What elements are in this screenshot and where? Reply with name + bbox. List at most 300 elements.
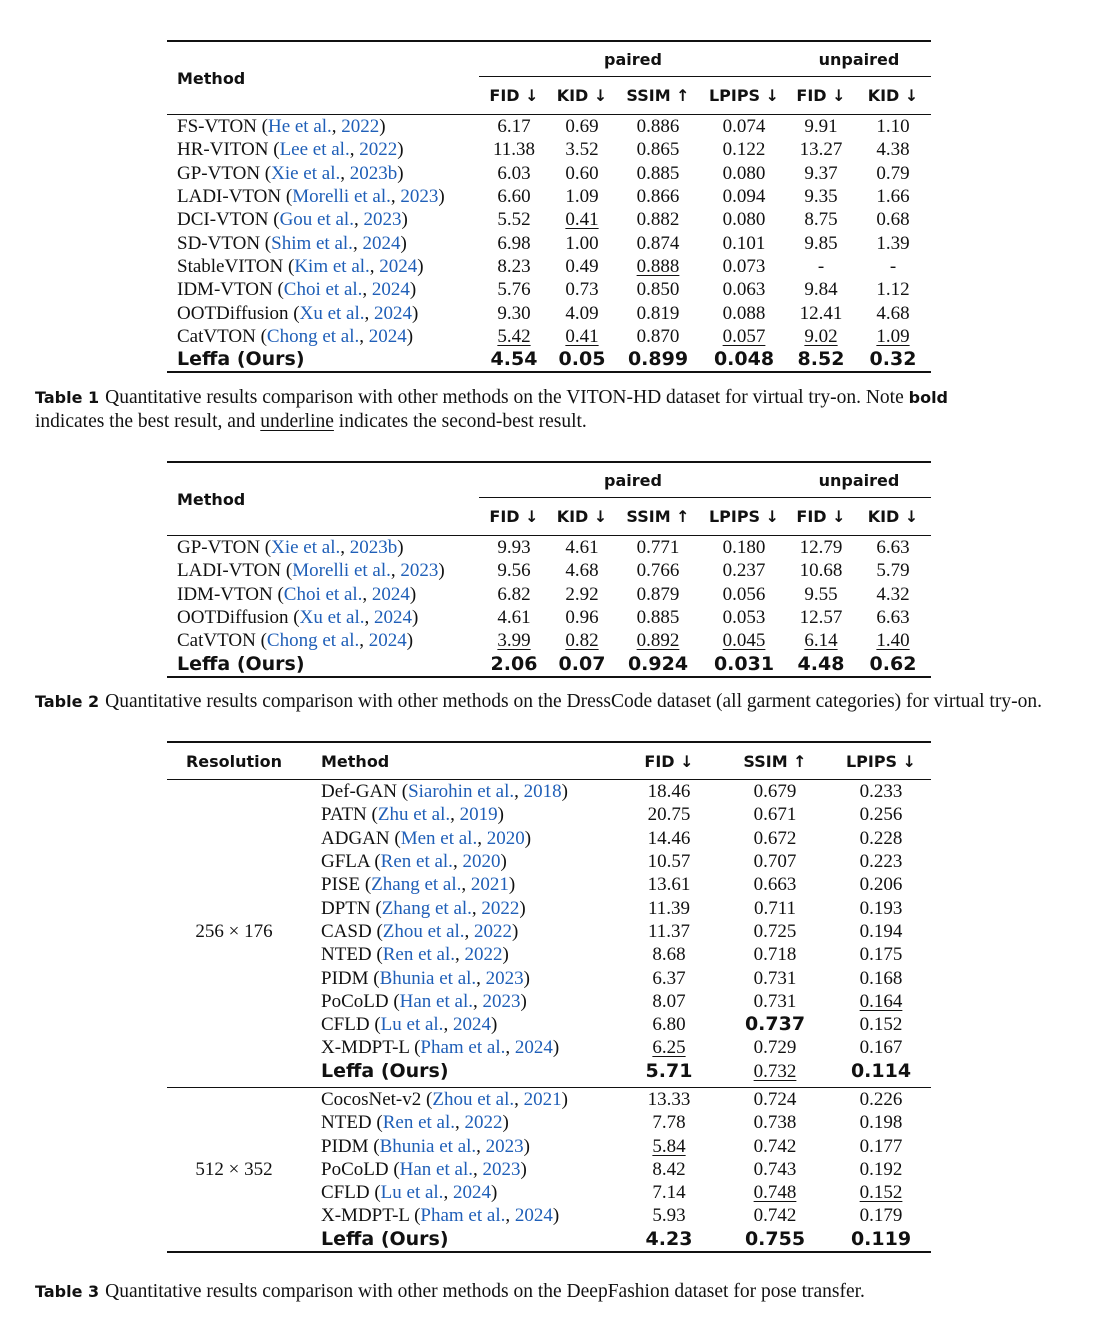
citation-link[interactable]: 2024 bbox=[374, 302, 413, 324]
caption-text: Quantitative results comparison with other methods on the VITON-HD dataset for virtual try-on. Note bbox=[105, 387, 909, 408]
table-cell: 0.731 bbox=[753, 967, 797, 989]
method-text: PIDM bbox=[321, 1135, 369, 1157]
method-text: CocosNet-v2 bbox=[321, 1089, 422, 1110]
table-cell: 2.06 bbox=[490, 652, 538, 675]
method-text: ) bbox=[520, 1158, 527, 1180]
citation-link[interactable]: Morelli et al. bbox=[292, 560, 391, 582]
paired-header: paired bbox=[479, 462, 787, 498]
citation-link[interactable]: Zhu et al. bbox=[377, 804, 451, 826]
caption-text: indicates the second-best result. bbox=[333, 411, 587, 432]
table-cell: 4.61 bbox=[565, 537, 599, 559]
method-text: ( bbox=[260, 232, 272, 254]
citation-link[interactable]: 2023 bbox=[485, 967, 524, 989]
table-cell: 9.02 bbox=[804, 325, 838, 347]
table-cell: 6.37 bbox=[652, 967, 686, 989]
citation-link[interactable]: Chong et al. bbox=[266, 630, 360, 652]
table-cell: 2.92 bbox=[565, 583, 599, 605]
method-text: ( bbox=[366, 804, 378, 826]
citation-link[interactable]: 2024 bbox=[371, 279, 410, 301]
method-text: GP-VTON bbox=[177, 162, 261, 184]
table-cell: 0.771 bbox=[636, 537, 680, 559]
citation-link[interactable]: Han et al. bbox=[399, 990, 473, 1012]
method-text: ) bbox=[406, 325, 414, 347]
table-cell: 9.91 bbox=[804, 116, 838, 138]
citation-link[interactable]: 2018 bbox=[523, 781, 562, 803]
caption-bold-word: bold bbox=[908, 388, 949, 407]
method-text: ( bbox=[260, 162, 272, 184]
caption-text: Quantitative results comparison with other methods on the DeepFashion dataset for pose transfer. bbox=[105, 1281, 865, 1302]
table-cell: 12.57 bbox=[799, 607, 843, 629]
method-text: , bbox=[472, 990, 483, 1012]
citation-link[interactable]: 2023 bbox=[363, 209, 402, 231]
col-header: KID ↓ bbox=[867, 86, 919, 106]
method-name bbox=[301, 1111, 619, 1134]
citation-link[interactable]: 2023 bbox=[485, 1135, 524, 1157]
table-cell: 0.742 bbox=[753, 1135, 797, 1157]
citation-link[interactable]: 2022 bbox=[474, 920, 513, 942]
method-text: ) bbox=[406, 630, 414, 652]
citation-link[interactable]: 2022 bbox=[464, 1112, 503, 1134]
table-cell: 0.738 bbox=[753, 1112, 797, 1134]
method-text: ( bbox=[281, 560, 293, 582]
method-name bbox=[167, 629, 479, 652]
table-cell: 6.82 bbox=[497, 583, 531, 605]
table-cell: 0.732 bbox=[753, 1060, 797, 1082]
method-text: ) bbox=[561, 781, 568, 803]
method-text: ( bbox=[421, 1089, 433, 1110]
table-cell: 0.094 bbox=[722, 186, 766, 208]
table-cell: 0.152 bbox=[859, 1182, 903, 1204]
method-text: ( bbox=[288, 607, 300, 629]
table-cell: 0.69 bbox=[565, 116, 599, 138]
method-text: PISE bbox=[321, 874, 361, 896]
table-cell: 0.679 bbox=[753, 781, 797, 803]
method-text: , bbox=[477, 827, 487, 849]
paired-header: paired bbox=[479, 41, 787, 77]
table-cell: 1.10 bbox=[876, 116, 910, 138]
citation-link[interactable]: 2023b bbox=[349, 537, 398, 559]
citation-link[interactable]: Ren et al. bbox=[382, 1112, 456, 1134]
caption-text: indicates the best result, and bbox=[35, 411, 261, 432]
citation-link[interactable]: Men et al. bbox=[400, 827, 478, 849]
method-text: , bbox=[331, 116, 342, 138]
table-cell: 0.819 bbox=[636, 302, 680, 324]
method-text: ( bbox=[288, 302, 300, 324]
table-cell: 0.193 bbox=[859, 897, 903, 919]
table-cell: 0.672 bbox=[753, 827, 797, 849]
table-cell: 0.057 bbox=[722, 325, 766, 347]
table-cell: 0.179 bbox=[859, 1205, 903, 1227]
table-cell: 0.62 bbox=[869, 652, 917, 675]
col-header: LPIPS ↓ bbox=[708, 86, 780, 106]
method-text: ( bbox=[388, 1158, 400, 1180]
citation-link[interactable]: 2024 bbox=[368, 630, 407, 652]
citation-link[interactable]: Lu et al. bbox=[380, 1014, 444, 1036]
method-text: ) bbox=[438, 560, 445, 582]
citation-link[interactable]: Bhunia et al. bbox=[379, 967, 477, 989]
method-text: ) bbox=[502, 944, 509, 966]
table-cell: 0.711 bbox=[753, 897, 797, 919]
method-name bbox=[301, 1013, 619, 1036]
method-text: ) bbox=[500, 851, 507, 873]
method-text: ( bbox=[268, 209, 280, 231]
table-cell: 7.78 bbox=[652, 1112, 686, 1134]
citation-link[interactable]: 2023b bbox=[349, 162, 398, 184]
method-text: LADI-VTON bbox=[177, 186, 282, 208]
citation-link[interactable]: Lu et al. bbox=[380, 1182, 444, 1204]
table-cell: 5.79 bbox=[876, 560, 910, 582]
table-cell: 0.031 bbox=[713, 652, 775, 675]
table-cell: 9.30 bbox=[497, 302, 531, 324]
citation-link[interactable]: Ren et al. bbox=[382, 944, 456, 966]
table-cell: 0.175 bbox=[859, 944, 903, 966]
method-text: ) bbox=[490, 1014, 498, 1036]
table-cell: 4.54 bbox=[490, 348, 538, 371]
table-cell: - bbox=[889, 255, 897, 277]
caption-underline-word: underline bbox=[260, 411, 334, 432]
citation-link[interactable]: Chong et al. bbox=[266, 325, 360, 347]
table-row bbox=[167, 629, 931, 652]
method-text: CFLD bbox=[321, 1014, 370, 1036]
method-name bbox=[301, 943, 619, 966]
table-cell: 0.237 bbox=[722, 560, 766, 582]
table-3 bbox=[167, 741, 931, 1253]
method-name bbox=[167, 301, 479, 324]
method-text: ( bbox=[370, 897, 382, 919]
method-name bbox=[301, 1158, 619, 1181]
caption-text: Quantitative results comparison with other methods on the DressCode dataset (all garment categories) for virtual try-on. bbox=[105, 691, 1042, 712]
table-cell: 13.33 bbox=[647, 1089, 691, 1110]
citation-link[interactable]: Zhang et al. bbox=[371, 874, 462, 896]
method-text: , bbox=[505, 1037, 515, 1059]
table-cell: 20.75 bbox=[647, 804, 691, 826]
citation-link[interactable]: Choi et al. bbox=[283, 279, 363, 301]
method-text: NTED bbox=[321, 1112, 372, 1134]
citation-link[interactable]: Bhunia et al. bbox=[379, 1135, 477, 1157]
method-text: , bbox=[472, 1158, 483, 1180]
citation-link[interactable]: 2021 bbox=[470, 874, 509, 896]
citation-link[interactable]: 2021 bbox=[523, 1089, 562, 1110]
method-text: HR-VITON bbox=[177, 139, 269, 161]
table-row-ours bbox=[167, 348, 931, 372]
method-text: , bbox=[450, 804, 460, 826]
method-name bbox=[301, 920, 619, 943]
method-text: , bbox=[443, 1014, 453, 1036]
citation-link[interactable]: Kim et al. bbox=[294, 255, 370, 277]
method-text: X-MDPT-L bbox=[321, 1205, 410, 1227]
method-text: ( bbox=[396, 781, 409, 803]
citation-link[interactable]: Lee et al. bbox=[279, 139, 350, 161]
table-row bbox=[167, 162, 931, 185]
method-text: , bbox=[476, 967, 486, 989]
citation-link[interactable]: 2024 bbox=[452, 1182, 491, 1204]
method-text: ) bbox=[561, 1089, 568, 1110]
method-text: ) bbox=[412, 302, 419, 324]
method-text: ADGAN bbox=[321, 827, 390, 849]
table-cell: 5.71 bbox=[645, 1059, 693, 1082]
method-name bbox=[167, 115, 479, 139]
table-cell: 0.49 bbox=[565, 255, 599, 277]
citation-link[interactable]: 2024 bbox=[362, 232, 401, 254]
col-header: FID ↓ bbox=[489, 86, 539, 106]
method-text: OOTDiffusion bbox=[177, 302, 289, 324]
method-text: ( bbox=[360, 874, 372, 896]
table-cell: 8.75 bbox=[804, 209, 838, 231]
table-1-caption bbox=[35, 386, 1075, 434]
method-text: ) bbox=[523, 967, 530, 989]
table-cell: 4.48 bbox=[797, 652, 845, 675]
table-cell: 4.68 bbox=[565, 560, 599, 582]
method-text: , bbox=[452, 851, 463, 873]
method-text: ( bbox=[272, 279, 284, 301]
citation-link[interactable]: Zhou et al. bbox=[432, 1089, 515, 1110]
table-row bbox=[167, 185, 931, 208]
method-text: ) bbox=[400, 232, 407, 254]
table-cell: 12.79 bbox=[799, 537, 843, 559]
table-cell: 1.40 bbox=[876, 630, 910, 652]
citation-link[interactable]: 2023 bbox=[482, 1158, 521, 1180]
method-text: , bbox=[455, 1112, 465, 1134]
table-cell: 0.226 bbox=[859, 1089, 903, 1110]
table-cell: 0.122 bbox=[722, 139, 766, 161]
method-name bbox=[301, 966, 619, 989]
citation-link[interactable]: Xie et al. bbox=[271, 537, 341, 559]
method-name bbox=[301, 896, 619, 919]
table-cell: 0.194 bbox=[859, 920, 903, 942]
table-cell: 0.256 bbox=[859, 804, 903, 826]
table-cell: 9.56 bbox=[497, 560, 531, 582]
table-cell: 0.07 bbox=[558, 652, 606, 675]
table-cell: 0.167 bbox=[859, 1037, 903, 1059]
table-cell: 1.66 bbox=[876, 186, 910, 208]
citation-link[interactable]: Xu et al. bbox=[299, 302, 365, 324]
method-text: ) bbox=[412, 607, 419, 629]
table-cell: 0.731 bbox=[753, 990, 797, 1012]
table-cell: 0.899 bbox=[627, 348, 689, 371]
table-3-caption bbox=[35, 1280, 1075, 1304]
method-text: ) bbox=[520, 990, 527, 1012]
table-cell: 0.96 bbox=[565, 607, 599, 629]
method-name bbox=[301, 873, 619, 896]
method-text: ) bbox=[508, 874, 516, 896]
citation-link[interactable]: 2024 bbox=[514, 1037, 553, 1059]
method-text: ) bbox=[401, 209, 408, 231]
method-text: IDM-VTON bbox=[177, 583, 273, 605]
table-cell: 9.93 bbox=[497, 537, 531, 559]
table-cell: 0.05 bbox=[558, 348, 606, 371]
citation-link[interactable]: 2024 bbox=[371, 583, 410, 605]
table-cell: 5.52 bbox=[497, 209, 531, 231]
method-name bbox=[167, 536, 479, 560]
table-cell: 0.233 bbox=[859, 781, 903, 803]
table-cell: 1.00 bbox=[565, 232, 599, 254]
method-text: StableVITON bbox=[177, 255, 284, 277]
citation-link[interactable]: Han et al. bbox=[399, 1158, 473, 1180]
citation-link[interactable]: 2024 bbox=[374, 607, 413, 629]
table-cell: 0.114 bbox=[850, 1059, 912, 1082]
method-text: ( bbox=[371, 1112, 383, 1134]
method-text: ) bbox=[409, 279, 417, 301]
table-cell: 0.048 bbox=[713, 348, 775, 371]
citation-link[interactable]: 2024 bbox=[514, 1205, 553, 1227]
citation-link[interactable]: Gou et al. bbox=[279, 209, 354, 231]
method-name bbox=[167, 606, 479, 629]
caption-label: Table 1 bbox=[35, 388, 100, 407]
method-text: , bbox=[362, 583, 372, 605]
table-cell: 12.41 bbox=[799, 302, 843, 324]
citation-link[interactable]: Zhou et al. bbox=[382, 920, 465, 942]
citation-link[interactable]: Pham et al. bbox=[420, 1037, 506, 1059]
table-cell: 9.37 bbox=[804, 162, 838, 184]
method-text: DCI-VTON bbox=[177, 209, 269, 231]
method-text: ) bbox=[397, 537, 404, 559]
table-row bbox=[167, 301, 931, 324]
col-header: LPIPS ↓ bbox=[845, 751, 917, 771]
table-cell: 5.42 bbox=[497, 325, 531, 347]
method-name bbox=[301, 1204, 619, 1227]
table-row bbox=[167, 115, 931, 139]
citation-link[interactable]: 2022 bbox=[341, 116, 380, 138]
table-row bbox=[167, 231, 931, 254]
method-name bbox=[167, 231, 479, 254]
resolution-cell: 512 × 352 bbox=[195, 1158, 273, 1180]
method-text: CatVTON bbox=[177, 325, 256, 347]
citation-link[interactable]: Zhang et al. bbox=[381, 897, 472, 919]
citation-link[interactable]: Pham et al. bbox=[420, 1205, 506, 1227]
table-cell: 5.76 bbox=[497, 279, 531, 301]
citation-link[interactable]: 2022 bbox=[481, 897, 520, 919]
citation-link[interactable]: Shim et al. bbox=[271, 232, 353, 254]
citation-link[interactable]: 2022 bbox=[464, 944, 503, 966]
col-header: FID ↓ bbox=[644, 751, 694, 771]
table-cell: 8.07 bbox=[652, 990, 686, 1012]
method-text: CASD bbox=[321, 920, 372, 942]
table-cell: 0.41 bbox=[565, 325, 599, 347]
table-row bbox=[167, 255, 931, 278]
citation-link[interactable]: 2024 bbox=[379, 255, 418, 277]
table-cell: 8.23 bbox=[497, 255, 531, 277]
citation-link[interactable]: Ren et al. bbox=[380, 851, 453, 873]
method-text: ( bbox=[368, 1135, 380, 1157]
method-name bbox=[301, 990, 619, 1013]
method-name bbox=[167, 162, 479, 185]
table-cell: 0.063 bbox=[722, 279, 766, 301]
citation-link[interactable]: 2020 bbox=[486, 827, 525, 849]
method-text: , bbox=[514, 1089, 524, 1110]
method-text: ( bbox=[260, 537, 272, 559]
table-cell: 6.98 bbox=[497, 232, 531, 254]
method-text: , bbox=[461, 874, 471, 896]
method-text: NTED bbox=[321, 944, 372, 966]
table-cell: 4.61 bbox=[497, 607, 531, 629]
method-text: CatVTON bbox=[177, 630, 256, 652]
table-cell: 4.23 bbox=[645, 1227, 693, 1250]
table-cell: 0.729 bbox=[753, 1037, 797, 1059]
table-cell: 0.766 bbox=[636, 560, 680, 582]
method-text: Def-GAN bbox=[321, 781, 397, 803]
table-cell: 11.37 bbox=[647, 920, 691, 942]
unpaired-header: unpaired bbox=[787, 462, 931, 498]
table-row bbox=[167, 606, 931, 629]
citation-link[interactable]: 2023 bbox=[482, 990, 521, 1012]
table-cell: 0.879 bbox=[636, 583, 680, 605]
table-cell: 0.707 bbox=[753, 851, 797, 873]
citation-link[interactable]: 2024 bbox=[452, 1014, 491, 1036]
citation-link[interactable]: 2023 bbox=[400, 186, 439, 208]
method-text: ( bbox=[369, 851, 381, 873]
method-text: , bbox=[340, 537, 350, 559]
citation-link[interactable]: 2023 bbox=[400, 560, 439, 582]
citation-link[interactable]: Xu et al. bbox=[299, 607, 365, 629]
table-cell: 0.850 bbox=[636, 279, 680, 301]
col-header: KID ↓ bbox=[867, 507, 919, 527]
table-cell: 0.725 bbox=[753, 920, 797, 942]
table-cell: 0.888 bbox=[636, 255, 680, 277]
method-text: ) bbox=[552, 1037, 560, 1059]
method-text: , bbox=[362, 279, 372, 301]
citation-link[interactable]: 2024 bbox=[368, 325, 407, 347]
table-cell: 3.52 bbox=[565, 139, 599, 161]
table-cell: 0.743 bbox=[753, 1158, 797, 1180]
method-header: Method bbox=[177, 68, 246, 88]
col-header: KID ↓ bbox=[556, 86, 608, 106]
table-cell: 0.088 bbox=[722, 302, 766, 324]
citation-link[interactable]: 2022 bbox=[359, 139, 398, 161]
table-cell: 13.27 bbox=[799, 139, 843, 161]
citation-link[interactable]: Morelli et al. bbox=[292, 186, 391, 208]
table-cell: 13.61 bbox=[647, 874, 691, 896]
method-text: PoCoLD bbox=[321, 1158, 389, 1180]
table-cell: 0.053 bbox=[722, 607, 766, 629]
method-text: , bbox=[514, 781, 524, 803]
method-text: ) bbox=[379, 116, 386, 138]
citation-link[interactable]: Xie et al. bbox=[271, 162, 341, 184]
table-cell: 0.663 bbox=[753, 874, 797, 896]
table-cell: 0.41 bbox=[565, 209, 599, 231]
table-cell: 14.46 bbox=[647, 827, 691, 849]
method-name: Leffa (Ours) bbox=[177, 652, 305, 675]
resolution-cell: 256 × 176 bbox=[195, 920, 273, 942]
method-name bbox=[301, 1036, 619, 1059]
table-row bbox=[167, 278, 931, 301]
citation-link[interactable]: Choi et al. bbox=[283, 583, 363, 605]
table-cell: 6.14 bbox=[804, 630, 838, 652]
method-text: OOTDiffusion bbox=[177, 607, 289, 629]
method-name bbox=[167, 208, 479, 231]
table-row bbox=[167, 325, 931, 348]
method-text: ( bbox=[369, 1182, 381, 1204]
citation-link[interactable]: 2019 bbox=[459, 804, 498, 826]
table-cell: 10.57 bbox=[647, 851, 691, 873]
citation-link[interactable]: Siarohin et al. bbox=[408, 781, 515, 803]
table-cell: 0.68 bbox=[876, 209, 910, 231]
method-text: ( bbox=[272, 583, 284, 605]
col-header: KID ↓ bbox=[556, 507, 608, 527]
table-cell: 0.737 bbox=[744, 1013, 806, 1036]
table-row bbox=[167, 1087, 931, 1111]
method-text: , bbox=[476, 1135, 486, 1157]
method-text: FS-VTON bbox=[177, 116, 257, 138]
table-cell: 4.68 bbox=[876, 302, 910, 324]
table-cell: 6.63 bbox=[876, 607, 910, 629]
table-cell: 1.09 bbox=[876, 325, 910, 347]
method-text: ( bbox=[283, 255, 295, 277]
table-cell: 0.152 bbox=[859, 1014, 903, 1036]
table-cell: 8.42 bbox=[652, 1158, 686, 1180]
table-cell: 9.35 bbox=[804, 186, 838, 208]
citation-link[interactable]: 2020 bbox=[462, 851, 501, 873]
citation-link[interactable]: He et al. bbox=[267, 116, 332, 138]
